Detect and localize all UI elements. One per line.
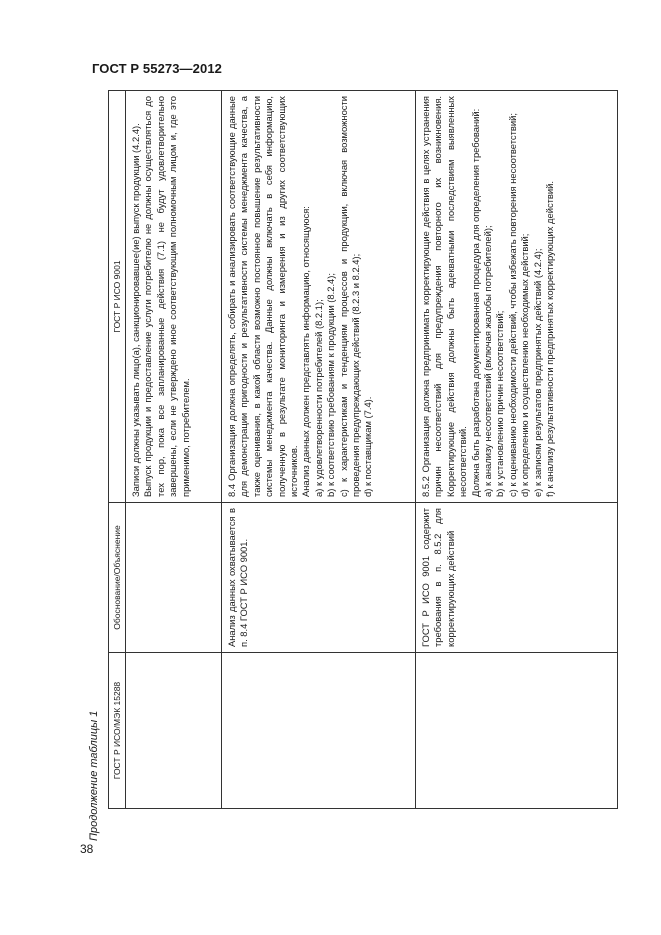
list-item: d) к определению и осуществлению необходимых действий; bbox=[519, 233, 531, 497]
cell-15288 bbox=[222, 653, 416, 809]
paragraph: Должна быть разработана документированная процедура для определения требований: bbox=[469, 108, 481, 497]
list-item: f) к анализу результативности предпринятых корректирующих действий. bbox=[544, 181, 556, 497]
column-header-iso-9001: ГОСТ Р ИСО 9001 bbox=[109, 91, 126, 503]
paragraph: Анализ данных должен представлять информацию, относящуюся: bbox=[300, 206, 312, 497]
paragraph: Выпуск продукции и предоставление услуги потребителю не должны осуществляться до тех пор, пока все запланированные действия (7.1) не будут удовлетворительно завершены, если не утверждено иное соответствующим полномочным лицом и, где это применимо, потребителем. bbox=[142, 96, 191, 497]
column-header-justification: Обоснование/Объяснение bbox=[109, 503, 126, 653]
cell-9001 bbox=[416, 91, 618, 503]
cell-15288 bbox=[416, 653, 618, 809]
table-row bbox=[126, 91, 222, 809]
rotated-table-block bbox=[80, 91, 620, 841]
list-item: c) к характеристикам и тенденциям процессов и продукции, включая возможности проведения предупреждающих действий (8.2.3 и 8.2.4); bbox=[337, 96, 362, 497]
comparison-table bbox=[108, 90, 618, 809]
cell-9001 bbox=[222, 91, 416, 503]
cell-justification bbox=[126, 503, 222, 653]
list-item: a) к анализу несоответствий (включая жалобы потребителей); bbox=[482, 225, 494, 497]
paragraph: 8.4 Организация должна определять, собирать и анализировать соответствующие данные для демонстрации пригодности и результативности системы менеджмента качества, а также оценивания, в какой области возможно постоянное повышение результативности системы менеджмента качества. Данные должны включать в себя информацию, полученную в результате мониторинга и измерения и из других соответствующих источников. bbox=[226, 96, 300, 497]
table-row bbox=[222, 91, 416, 809]
paragraph: Записи должны указывать лицо(а), санкционировавшее(ие) выпуск продукции (4.2.4). bbox=[130, 123, 141, 497]
list-item: b) к установлению причин несоответствий; bbox=[494, 310, 506, 497]
cell-justification: ГОСТ Р ИСО 9001 содержит требования в п. 8.5.2 для корректирующих действий bbox=[416, 503, 618, 653]
table-header-row bbox=[109, 91, 126, 809]
cell-9001 bbox=[126, 91, 222, 503]
page-number: 38 bbox=[80, 842, 94, 856]
cell-justification: Анализ данных охватывается в п. 8.4 ГОСТ Р ИСО 9001. bbox=[222, 503, 416, 653]
cell-15288 bbox=[126, 653, 222, 809]
list-item: d) к поставщикам (7.4). bbox=[362, 396, 374, 497]
paragraph: 8.5.2 Организация должна предпринимать корректирующие действия в целях устранения причин несоответствий для предупреждения повторного их возникновения. Корректирующие действия должны быть адекватными последствиям выявленных несоответствий. bbox=[420, 96, 469, 497]
list-item: c) к оцениванию необходимости действий, чтобы избежать повторения несоответствий; bbox=[506, 113, 518, 497]
list-item: a) к удовлетворенности потребителей (8.2.1); bbox=[312, 299, 324, 497]
column-header-iso-iec-15288: ГОСТ Р ИСО/МЭК 15288 bbox=[109, 653, 126, 809]
list-item: b) к соответствию требованиям к продукции (8.2.4); bbox=[325, 273, 337, 497]
table-caption: Продолжение таблицы 1 bbox=[88, 710, 100, 841]
list-item: e) к записям результатов предпринятых действий (4.2.4); bbox=[531, 248, 543, 497]
table-row bbox=[416, 91, 618, 809]
document-header: ГОСТ Р 55273—2012 bbox=[92, 61, 222, 76]
